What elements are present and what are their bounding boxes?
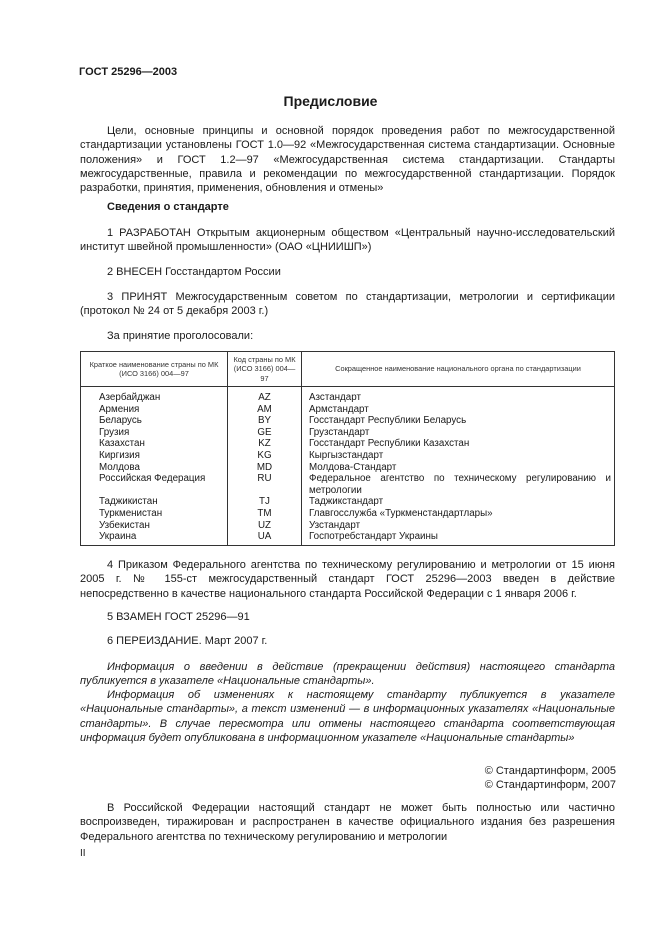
country-code: KZ: [228, 438, 302, 450]
copyright-2005: © Стандартинформ, 2005: [484, 765, 616, 777]
standards-body: Азстандарт: [302, 387, 615, 404]
country-name: Беларусь: [81, 415, 228, 427]
standards-body: Главгосслужба «Туркменстандартлары»: [302, 508, 615, 520]
country-code: AZ: [228, 387, 302, 404]
item-2-introduced: 2 ВНЕСЕН Госстандартом России: [107, 266, 281, 278]
table-header-row: [81, 352, 615, 387]
country-name: Армения: [81, 404, 228, 416]
country-code: RU: [228, 473, 302, 496]
item-1-developed: 1 РАЗРАБОТАН Открытым акционерным обществом «Центральный научно-исследовательский институт швейной промышленности» (ОАО «ЦНИИШП»): [80, 227, 615, 254]
country-code: AM: [228, 404, 302, 416]
page-title: Предисловие: [283, 93, 378, 109]
table-row: [81, 520, 615, 532]
info-heading: Сведения о стандарте: [107, 201, 229, 213]
header-country-name: Краткое наименование страны по МК (ИСО 3166) 004—97: [81, 352, 228, 387]
country-name: Узбекистан: [81, 520, 228, 532]
standards-body: Узстандарт: [302, 520, 615, 532]
country-name: Туркменистан: [81, 508, 228, 520]
notice-publication: Информация о введении в действие (прекращении действия) настоящего стандарта публикуется в указателе «Национальные стандарты».: [80, 661, 615, 688]
intro-paragraph: Цели, основные принципы и основной порядок проведения работ по межгосударственной стандартизации установлены ГОСТ 1.0—92 «Межгосударственная система стандартизации. Основные положения» и ГОСТ 1.2—97 «Межгосударственная система стандартизации. Стандарты межгосударственные, правила и рекомендации по межгосударственной стандартизации. Порядок разработки, принятия, применения, обновления и отмены»: [80, 125, 615, 195]
table-row: [81, 450, 615, 462]
country-name: Таджикистан: [81, 496, 228, 508]
country-name: Молдова: [81, 462, 228, 474]
country-name: Украина: [81, 531, 228, 545]
country-name: Российская Федерация: [81, 473, 228, 496]
country-name: Казахстан: [81, 438, 228, 450]
standard-number: ГОСТ 25296—2003: [79, 66, 178, 78]
table-row: [81, 473, 615, 496]
vote-label: За принятие проголосовали:: [107, 330, 254, 342]
standards-body: Госпотребстандарт Украины: [302, 531, 615, 545]
header-country-code: Код страны по МК (ИСО 3166) 004—97: [228, 352, 302, 387]
copyright-2007: © Стандартинформ, 2007: [484, 779, 616, 791]
page-number: II: [80, 848, 86, 859]
table-row: [81, 387, 615, 404]
item-5-replaces: 5 ВЗАМЕН ГОСТ 25296—91: [107, 611, 250, 623]
country-code: TJ: [228, 496, 302, 508]
country-name: Киргизия: [81, 450, 228, 462]
table-row: [81, 438, 615, 450]
table-row: [81, 415, 615, 427]
table-row: [81, 462, 615, 474]
table-row: [81, 404, 615, 416]
table-row: [81, 496, 615, 508]
country-code: UA: [228, 531, 302, 545]
voting-table: [80, 351, 615, 546]
header-standards-body: Сокращенное наименование национального органа по стандартизации: [302, 352, 615, 387]
notice-changes: Информация об изменениях к настоящему стандарту публикуется в указателе «Национальные стандарты», а текст изменений — в информационных указателях «Национальные стандарты». В случае пересмотра или отмены настоящего стандарта соответствующая информация будет опубликована в информационном указателе «Национальные стандарты»: [80, 689, 615, 744]
item-3-adopted: 3 ПРИНЯТ Межгосударственным советом по стандартизации, метрологии и сертификации (протокол № 24 от 5 декабря 2003 г.): [80, 291, 615, 318]
standards-body: Армстандарт: [302, 404, 615, 416]
country-code: KG: [228, 450, 302, 462]
item-4-enacted: 4 Приказом Федерального агентства по техническому регулированию и метрологии от 15 июня 2005 г. № 155-ст межгосударственный стандарт ГОСТ 25296—2003 введен в действие непосредственно в качестве национального стандарта Российской Федерации с 1 января 2006 г.: [80, 559, 615, 600]
table-row: [81, 508, 615, 520]
table-row: [81, 531, 615, 545]
legal-notice: В Российской Федерации настоящий стандарт не может быть полностью или частично воспроизведен, тиражирован и распространен в качестве официального издания без разрешения Федерального агентства по техническому регулированию и метрологии: [80, 802, 615, 843]
country-code: BY: [228, 415, 302, 427]
standards-body: Госстандарт Республики Казахстан: [302, 438, 615, 450]
country-code: MD: [228, 462, 302, 474]
standards-body: Госстандарт Республики Беларусь: [302, 415, 615, 427]
country-code: TM: [228, 508, 302, 520]
country-name: Грузия: [81, 427, 228, 439]
standards-body: Молдова-Стандарт: [302, 462, 615, 474]
table-row: [81, 427, 615, 439]
country-code: GE: [228, 427, 302, 439]
item-6-reissue: 6 ПЕРЕИЗДАНИЕ. Март 2007 г.: [107, 635, 268, 647]
country-code: UZ: [228, 520, 302, 532]
standards-body: Федеральное агентство по техническому регулированию и метрологии: [302, 473, 615, 496]
standards-body: Таджикстандарт: [302, 496, 615, 508]
country-name: Азербайджан: [81, 387, 228, 404]
standards-body: Кыргызстандарт: [302, 450, 615, 462]
standards-body: Грузстандарт: [302, 427, 615, 439]
